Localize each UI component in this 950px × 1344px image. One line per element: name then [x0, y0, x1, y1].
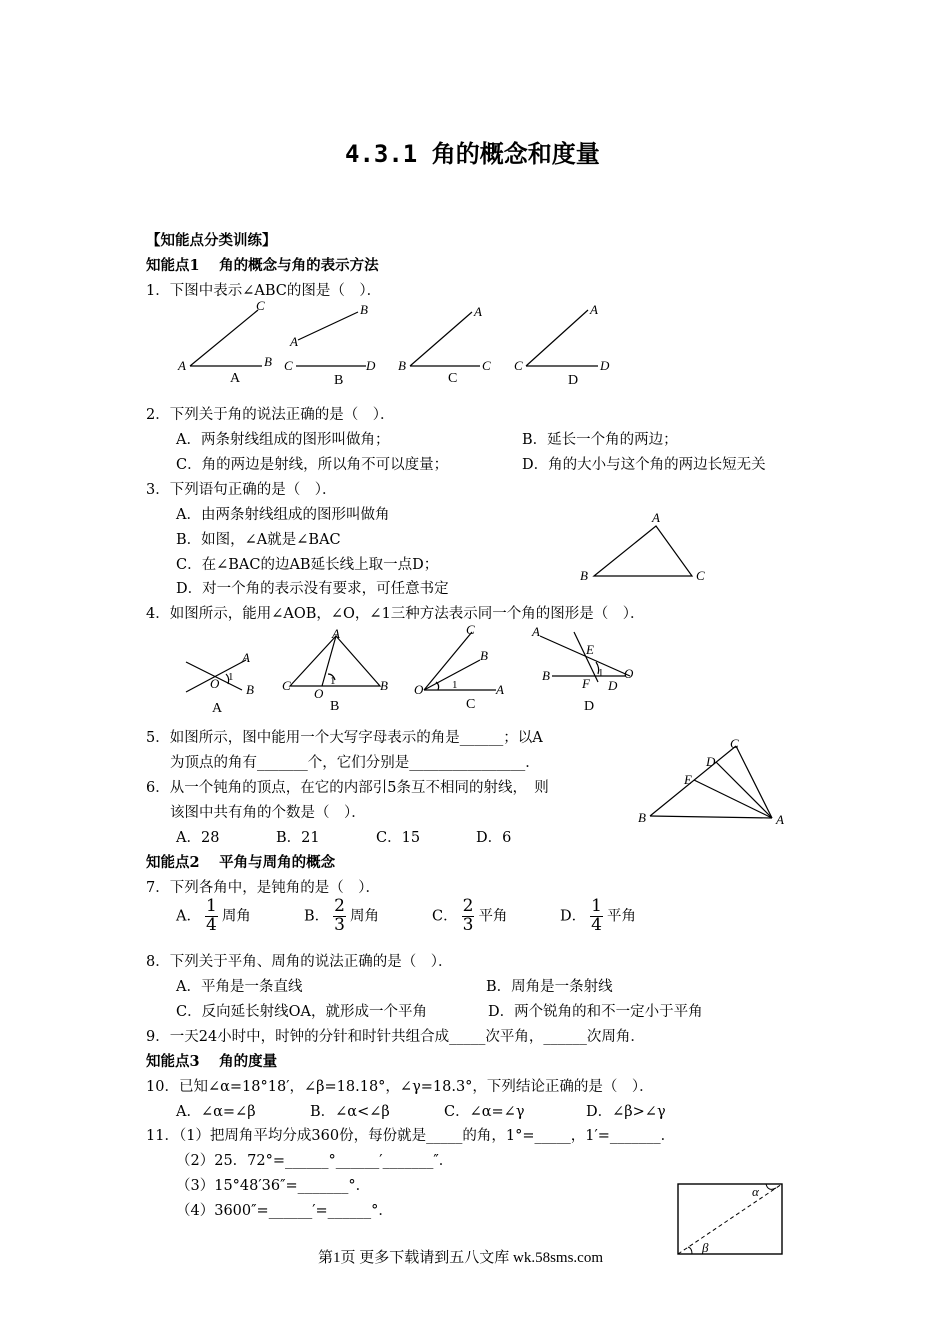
svg-text:A: A — [590, 302, 598, 317]
svg-text:A: A — [496, 682, 504, 697]
svg-text:C: C — [730, 736, 739, 751]
q5-figure — [632, 734, 792, 830]
q1-stem: 1．下图中表示∠ABC的图是（ ）． — [146, 283, 382, 299]
svg-text:O: O — [210, 676, 220, 691]
svg-text:A: A — [652, 510, 660, 525]
page-title: 4.3.1 角的概念和度量 — [345, 140, 600, 168]
q7-option-d: D． $\frac{1}{4}$ 平角 — [560, 896, 636, 935]
svg-text:O: O — [414, 682, 424, 697]
q10-option-a: A．∠α=∠β — [176, 1104, 256, 1120]
knowledge-point-2: 知能点2 平角与周角的概念 — [146, 854, 336, 871]
svg-text:1: 1 — [452, 679, 458, 691]
svg-text:C: C — [282, 678, 291, 693]
q4-figure — [170, 622, 650, 716]
q11-line3: （3）15°48′36″=_______°． — [176, 1178, 371, 1194]
q7-option-b: B． $\frac{2}{3}$ 周角 — [304, 896, 379, 935]
fig-label: A — [178, 358, 186, 373]
q7-option-c: C． $\frac{2}{3}$ 平角 — [432, 896, 508, 935]
svg-text:E: E — [586, 642, 594, 657]
svg-text:A: A — [776, 812, 784, 827]
q2-stem: 2．下列关于角的说法正确的是（ ）． — [146, 407, 395, 423]
q6-line2: 该图中共有角的个数是（ ）． — [170, 805, 366, 821]
svg-text:A: A — [332, 626, 340, 641]
svg-text:1: 1 — [330, 675, 336, 687]
q9-text: 9．一天24小时中，时钟的分针和时针共组合成_____次平角，______次周角． — [146, 1029, 645, 1045]
svg-text:B: B — [638, 810, 646, 825]
svg-text:B: B — [480, 648, 488, 663]
q6-option-b: B．21 — [276, 830, 320, 846]
q3-stem: 3．下列语句正确的是（ ）． — [146, 482, 337, 498]
q2-option-c: C．角的两边是射线，所以角不可以度量； — [176, 457, 449, 473]
svg-text:B: B — [580, 568, 588, 583]
knowledge-point-3: 知能点3 角的度量 — [146, 1053, 278, 1070]
q1-caption-d: D — [568, 373, 579, 388]
section-header: 【知能点分类训练】 — [146, 232, 277, 249]
q6-option-c: C．15 — [376, 830, 421, 846]
q6-option-d: D．6 — [476, 830, 512, 846]
q1-figure — [170, 296, 630, 390]
beta-label: β — [702, 1240, 709, 1255]
svg-text:B: B — [264, 354, 272, 369]
svg-text:C: C — [514, 358, 523, 373]
q8-stem: 8．下列关于平角、周角的说法正确的是（ ）． — [146, 954, 453, 970]
svg-text:1: 1 — [598, 667, 604, 679]
q1-caption-c: C — [448, 371, 458, 386]
knowledge-point-1: 知能点1 角的概念与角的表示方法 — [146, 257, 379, 274]
svg-text:A: A — [532, 624, 540, 639]
q11-line4: （4）3600″=______′=______°． — [176, 1203, 393, 1219]
svg-text:C: C — [466, 622, 475, 637]
svg-text:1: 1 — [228, 671, 234, 683]
svg-text:A: A — [290, 334, 298, 349]
q3-triangle-figure — [574, 506, 714, 590]
svg-text:E: E — [684, 772, 692, 787]
svg-text:B: B — [398, 358, 406, 373]
svg-text:F: F — [582, 676, 590, 691]
q3-option-a: A．由两条射线组成的图形叫做角 — [176, 507, 390, 523]
q2-option-b: B．延长一个角的两边； — [522, 432, 678, 448]
svg-text:C: C — [482, 358, 491, 373]
q2-option-d: D．角的大小与这个角的两边长短无关 — [522, 457, 766, 473]
q3-option-b: B．如图，∠A就是∠BAC — [176, 532, 341, 548]
q4-caption-c: C — [466, 697, 476, 712]
svg-text:D: D — [366, 358, 376, 373]
q11-line2: （2）25．72°=______°______′_______″． — [176, 1153, 454, 1169]
q4-caption-d: D — [584, 699, 595, 714]
q8-option-b: B．周角是一条射线 — [486, 979, 613, 995]
alpha-label: α — [752, 1184, 759, 1199]
q5-line1: 5．如图所示，图中能用一个大写字母表示的角是______；以A — [146, 730, 543, 746]
q10-option-d: D．∠β>∠γ — [586, 1104, 666, 1120]
q4-stem: 4．如图所示，能用∠AOB，∠O，∠1三种方法表示同一个角的图形是（ ）． — [146, 606, 645, 622]
svg-text:B: B — [246, 682, 254, 697]
q1-caption-b: B — [334, 373, 344, 388]
q4-caption-a: A — [212, 701, 223, 716]
q1-caption-a: A — [230, 371, 241, 386]
svg-text:C: C — [256, 298, 265, 313]
svg-text:D: D — [600, 358, 610, 373]
svg-text:A: A — [474, 304, 482, 319]
svg-text:A: A — [242, 650, 250, 665]
q6-line1: 6．从一个钝角的顶点，在它的内部引5条互不相同的射线， 则 — [146, 780, 549, 796]
svg-text:O: O — [624, 666, 634, 681]
q3-option-d: D．对一个角的表示没有要求，可任意书定 — [176, 581, 449, 597]
q5-line2: 为顶点的角有_______个，它们分别是________________． — [170, 755, 540, 771]
q8-option-d: D．两个锐角的和不一定小于平角 — [488, 1004, 703, 1020]
q4-caption-b: B — [330, 699, 340, 714]
rectangle-angle-figure — [672, 1180, 788, 1260]
q7-stem: 7．下列各角中，是钝角的是（ ）． — [146, 880, 380, 896]
svg-text:C: C — [696, 568, 705, 583]
svg-text:B: B — [380, 678, 388, 693]
q10-stem: 10．已知∠α=18°18′，∠β=18.18°，∠γ=18.3°，下列结论正确的是（ ）． — [146, 1079, 654, 1095]
svg-text:O: O — [314, 686, 324, 701]
page-footer: 第1页 更多下载请到五八文库 wk.58sms.com — [318, 1250, 604, 1266]
svg-text:B: B — [360, 302, 368, 317]
q2-option-a: A．两条射线组成的图形叫做角； — [176, 432, 390, 448]
q6-option-a: A．28 — [176, 830, 220, 846]
q11-line1: 11．（1）把周角平均分成360份，每份就是_____的角，1°=_____，1′=_______． — [146, 1128, 676, 1144]
q7-option-a: A． $\frac{1}{4}$ 周角 — [176, 896, 251, 935]
svg-text:D: D — [608, 678, 618, 693]
q10-option-c: C．∠α=∠γ — [444, 1104, 525, 1120]
svg-text:D: D — [706, 754, 716, 769]
svg-text:B: B — [542, 668, 550, 683]
q3-option-c: C．在∠BAC的边AB延长线上取一点D； — [176, 557, 439, 573]
q10-option-b: B．∠α<∠β — [310, 1104, 390, 1120]
q8-option-a: A．平角是一条直线 — [176, 979, 303, 995]
q8-option-c: C．反向延长射线OA，就形成一个平角 — [176, 1004, 427, 1020]
svg-text:C: C — [284, 358, 293, 373]
